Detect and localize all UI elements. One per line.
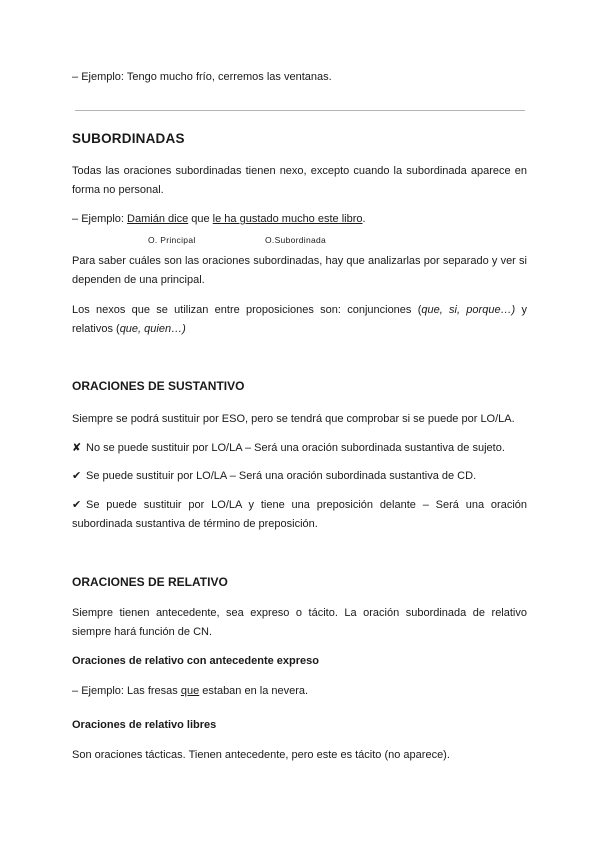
relativo-libres-text: Son oraciones tácticas. Tienen antecedente, pero este es tácito (no aparece).	[72, 749, 450, 761]
sustantivo-item-3: ✔ Se puede sustituir por LO/LA y tiene una preposición delante – Será una oración subordinada sustantiva de término de preposición.	[72, 496, 527, 534]
sustantivo-item-1: ✘ No se puede sustituir por LO/LA – Será una oración subordinada sustantiva de sujeto.	[72, 439, 527, 458]
nexo: que	[191, 213, 210, 225]
label-subordinada: O.Subordinada	[265, 235, 327, 245]
heading-sustantivo: ORACIONES DE SUSTANTIVO	[72, 379, 245, 393]
relativo-para1: Siempre tienen antecedente, sea expreso o tácito. La oración subordinada de relativo siempre hará función de CN.	[72, 607, 527, 638]
cross-icon: ✘	[72, 442, 82, 454]
sustantivo-item-2: ✔ Se puede sustituir por LO/LA – Será una oración subordinada sustantiva de CD.	[72, 467, 527, 486]
relativo-example: – Ejemplo: Las fresas que estaban en la nevera.	[72, 685, 309, 697]
heading-relativo: ORACIONES DE RELATIVO	[72, 575, 228, 589]
sustantivo-para1: Siempre se podrá sustituir por ESO, pero se tendrá que comprobar si se puede por LO/LA.	[72, 413, 515, 425]
nexo-relativo: que	[180, 685, 200, 697]
heading-subordinadas: SUBORDINADAS	[72, 131, 185, 146]
label-principal: O. Principal	[148, 235, 196, 245]
heading-relativo-libres: Oraciones de relativo libres	[72, 719, 217, 731]
subordinadas-example: – Ejemplo: Damián dice que le ha gustado mucho este libro.	[72, 213, 366, 225]
top-example: – Ejemplo: Tengo mucho frío, cerremos las ventanas.	[72, 71, 332, 83]
subordinate-clause: le ha gustado mucho este libro	[212, 213, 363, 225]
check-icon: ✔	[72, 470, 82, 482]
subordinadas-para2: Para saber cuáles son las oraciones subordinadas, hay que analizarlas por separado y ver si dependen de una principal.	[72, 255, 527, 286]
subordinadas-intro: Todas las oraciones subordinadas tienen nexo, excepto cuando la subordinada aparece en forma no personal.	[72, 165, 527, 196]
subordinadas-para3: Los nexos que se utilizan entre proposiciones son: conjunciones (que, si, porque…) y relativos (que, quien…)	[72, 304, 528, 335]
check-icon: ✔	[72, 499, 82, 511]
horizontal-divider	[75, 110, 525, 111]
heading-relativo-expreso: Oraciones de relativo con antecedente expreso	[72, 655, 319, 667]
principal-clause: Damián dice	[127, 213, 189, 225]
